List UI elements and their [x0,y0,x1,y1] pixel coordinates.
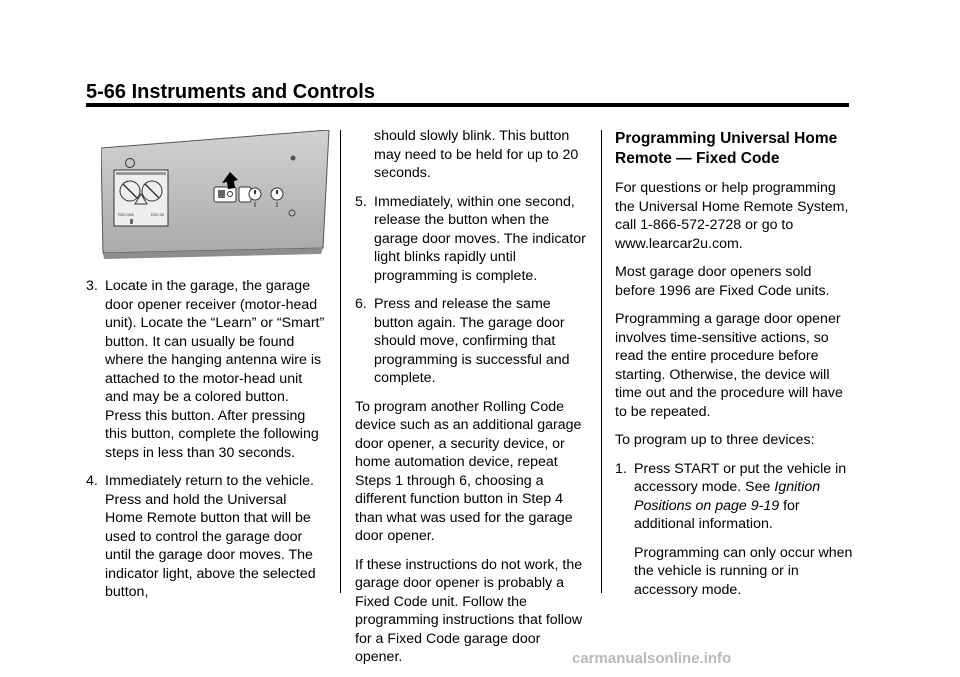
step-text: should slowly blink. This button may need to be held for up to 20 seconds. [374,128,579,181]
step-text: Locate in the garage, the garage door opener receiver (motor-head unit). Locate the “Learn” or “Smart” button. It can usually be found where the hanging antenna wire is attached to the motor-head unit and may be a colored button. Press this button. After pressing this button, complete the following steps in less than 30 seconds. [105,278,325,461]
step-number: 3. [86,278,98,294]
paragraph: Programming a garage door opener involves time-sensitive actions, so read the entire procedure before starting. Otherwise, the device will time out and the procedure will have to be repeated. [615,311,843,420]
universal-remote-illustration [101,130,330,263]
step-text: Press and release the same button again. The garage door should move, confirming that programming is successful and complete. [374,296,570,386]
step-4-continued [355,127,591,183]
panel-right-text: RZ0 00 [151,212,165,217]
watermark: carmanualsonline.info [572,650,732,667]
paragraph: To program another Rolling Code device such as an additional garage door opener, a security device, or home automation device, repeat Steps 1 through 6, choosing a different function button in Step 4 than what was used for the garage door opener. [355,398,582,544]
step-number: 6. [355,296,367,312]
step-3 [86,277,326,462]
step-number: 1. [615,460,627,477]
panel-left-text: RZ0 00A [118,212,134,217]
paragraph: Most garage door openers sold before 1996 are Fixed Code units. [615,264,830,299]
column-3 [615,129,855,609]
ignition-positions-link[interactable]: Ignition Positions on page 9-19 [634,479,821,514]
step-text: Press START or put the vehicle in accessory mode. See Ignition Positions on page 9-19 for additional information. [634,460,847,532]
paragraph: If these instructions do not work, the garage door opener is probably a Fixed Code unit. Follow the programming instructions that follow for a Fixed Code garage door opener. [355,556,583,665]
step-note: Programming can only occur when the vehicle is running or in accessory mode. [634,544,853,598]
step-text: Immediately, within one second, release the button when the garage door moves. The indicator light blinks rapidly until programming is complete. [374,193,586,284]
step-number: 5. [355,193,367,210]
column-2 [355,127,591,677]
step-number: 4. [86,473,98,489]
step-body [634,460,855,600]
paragraph: For questions or help programming the Universal Home Remote System, call 1-866-572-2728 or go to www.learcar2u.com. [615,180,849,252]
column-divider [601,130,602,593]
step-text: Immediately return to the vehicle. Press and hold the Universal Home Remote button that will be used to control the garage door until the garage door moves. The indicator light, above the selected button, [105,473,316,600]
header-rule [86,103,849,107]
column-1 [86,277,326,612]
column-divider [340,130,341,593]
step-1 [615,460,855,600]
paragraph: To program up to three devices: [615,432,815,448]
step-4 [86,472,326,602]
step-6 [355,295,591,388]
section-title: Programming Universal Home Remote — Fixed Code [615,130,838,167]
step-5 [355,193,591,286]
page-header: 5-66 Instruments and Controls [86,81,375,103]
